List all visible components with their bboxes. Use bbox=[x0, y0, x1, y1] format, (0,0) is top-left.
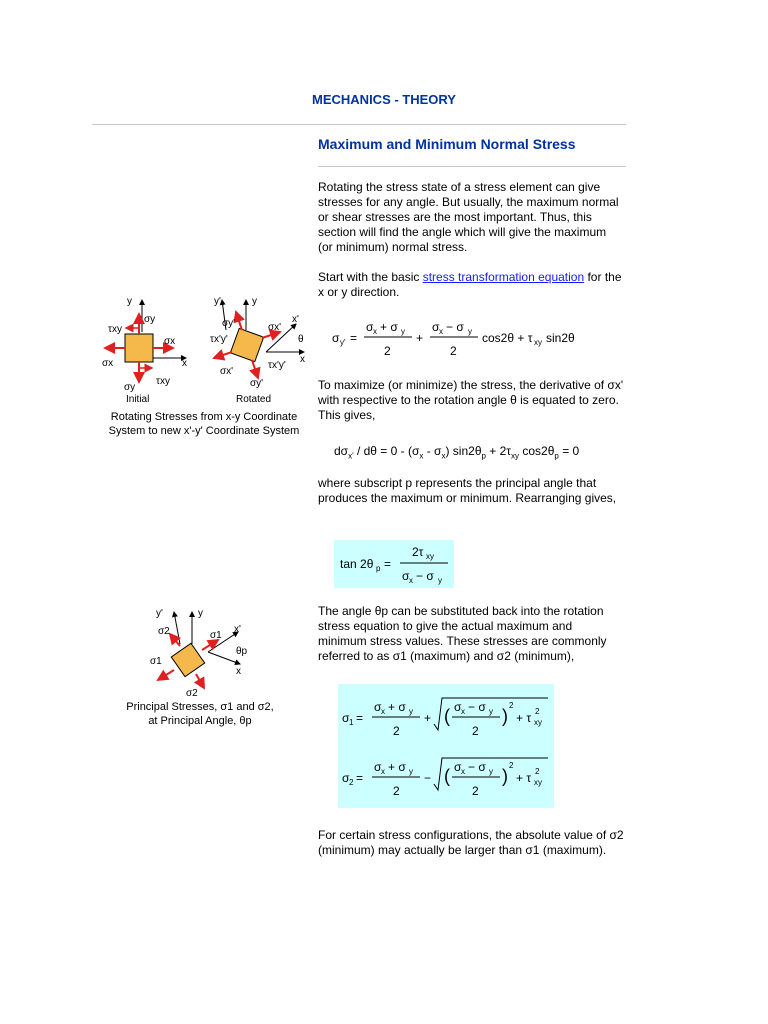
svg-text:x: x bbox=[461, 707, 465, 716]
svg-text:y: y bbox=[489, 767, 493, 776]
svg-text:(: ( bbox=[444, 766, 450, 786]
svg-text:σy: σy bbox=[124, 382, 136, 393]
svg-text:2: 2 bbox=[393, 724, 400, 738]
svg-text:): ) bbox=[502, 766, 508, 786]
svg-text:+ τ: + τ bbox=[516, 771, 532, 785]
tan-equation bbox=[334, 540, 454, 588]
svg-text:+ σ: + σ bbox=[380, 320, 398, 334]
svg-text:2: 2 bbox=[509, 761, 514, 770]
rotated-element bbox=[210, 296, 305, 389]
svg-text:y': y' bbox=[156, 608, 163, 619]
svg-text:− σ: − σ bbox=[446, 320, 464, 334]
svg-text:σx': σx' bbox=[220, 366, 234, 377]
svg-text:y: y bbox=[401, 327, 405, 336]
svg-text:τx'y': τx'y' bbox=[268, 360, 286, 371]
svg-text:x': x' bbox=[234, 624, 241, 635]
svg-text:σ: σ bbox=[432, 320, 440, 334]
svg-text:(: ( bbox=[444, 706, 450, 726]
title-divider bbox=[318, 166, 626, 167]
header-divider bbox=[92, 124, 626, 125]
tan-equation-box bbox=[334, 540, 454, 588]
svg-text:σ1: σ1 bbox=[150, 656, 162, 667]
principal-stress-figure bbox=[146, 604, 262, 696]
svg-text:− σ: − σ bbox=[468, 760, 486, 774]
svg-text:σx: σx bbox=[164, 336, 176, 347]
svg-text:y: y bbox=[438, 576, 442, 585]
svg-text:y: y bbox=[252, 296, 257, 307]
svg-text:x: x bbox=[381, 707, 385, 716]
svg-text:=: = bbox=[356, 771, 364, 785]
svg-text:σ: σ bbox=[454, 700, 462, 714]
svg-text:xy: xy bbox=[534, 778, 542, 787]
svg-text:=: = bbox=[356, 711, 364, 725]
svg-text:2: 2 bbox=[472, 784, 479, 798]
svg-text:θ: θ bbox=[298, 334, 304, 345]
svg-text:σ2: σ2 bbox=[186, 688, 198, 696]
svg-text:2: 2 bbox=[349, 778, 354, 787]
svg-text:x: x bbox=[182, 358, 187, 369]
svg-text:σ: σ bbox=[374, 760, 382, 774]
svg-text:σ: σ bbox=[342, 771, 350, 785]
svg-text:2: 2 bbox=[450, 344, 457, 358]
svg-text:2: 2 bbox=[384, 344, 391, 358]
svg-text:xy: xy bbox=[534, 338, 542, 347]
svg-text:+: + bbox=[424, 711, 432, 725]
svg-text:σ: σ bbox=[332, 331, 340, 345]
svg-text:2: 2 bbox=[472, 724, 479, 738]
svg-text:y: y bbox=[468, 327, 472, 336]
svg-text:τx'y': τx'y' bbox=[210, 334, 228, 345]
svg-text:2: 2 bbox=[509, 701, 514, 710]
svg-text:σ: σ bbox=[366, 320, 374, 334]
svg-text:x': x' bbox=[292, 314, 299, 325]
figure2-caption bbox=[112, 700, 288, 728]
intro-paragraph: Rotating the stress state of a stress element can give stresses for any angle. But usually, the maximum normal or shear stresses are the most important. Thus, this section will find the angle which will give the maximum (or minimum) normal stress. bbox=[318, 180, 619, 254]
svg-text:p: p bbox=[376, 564, 381, 573]
figure1-caption-line2: System to new x'-y' Coordinate System bbox=[108, 425, 300, 437]
svg-text:1: 1 bbox=[349, 718, 354, 727]
start-text: Start with the basic bbox=[318, 270, 423, 284]
svg-text:σ2: σ2 bbox=[158, 626, 170, 637]
figure1-caption bbox=[96, 410, 312, 438]
closing-paragraph: For certain stress configurations, the absolute value of σ2 (minimum) may actually be larger than σ1 (maximum). bbox=[318, 828, 624, 857]
svg-text:x: x bbox=[439, 327, 443, 336]
svg-text:+: + bbox=[416, 331, 424, 345]
derivative-equation: $d\sigma_{x'} / d\theta = 0 - (\sigma_x - \sigma_x) \sin 2\theta_p + 2\tau_{xy}$ $\cos 2\theta_p = 0$ bbox=[334, 444, 580, 461]
svg-text:x: x bbox=[461, 767, 465, 776]
svg-text:y: y bbox=[409, 707, 413, 716]
svg-text:xy: xy bbox=[426, 552, 434, 561]
start-paragraph bbox=[318, 270, 624, 300]
svg-text:y: y bbox=[409, 767, 413, 776]
svg-text:σ: σ bbox=[402, 569, 410, 583]
svg-text:=: = bbox=[384, 557, 392, 571]
principal-paragraph: where subscript p represents the principal angle that produces the maximum or minimum. Rearranging gives, bbox=[318, 476, 617, 505]
svg-text:σx: σx bbox=[102, 358, 114, 369]
figure2-caption-line1: Principal Stresses, σ1 and σ2, bbox=[126, 701, 274, 713]
svg-text:y: y bbox=[198, 608, 203, 619]
stress-transformation-link[interactable]: stress transformation equation bbox=[422, 270, 585, 284]
svg-text:=: = bbox=[350, 331, 358, 345]
svg-text:τxy: τxy bbox=[156, 376, 170, 387]
svg-text:y: y bbox=[489, 707, 493, 716]
stress-rotation-figure bbox=[96, 292, 312, 404]
svg-text:y': y' bbox=[214, 296, 221, 307]
principal-stress-equation bbox=[338, 684, 554, 808]
figure1-caption-line1: Rotating Stresses from x-y Coordinate bbox=[110, 411, 298, 423]
svg-text:σ: σ bbox=[374, 700, 382, 714]
stress-transformation-equation bbox=[330, 314, 610, 362]
svg-text:): ) bbox=[502, 706, 508, 726]
svg-text:σ: σ bbox=[454, 760, 462, 774]
svg-text:x: x bbox=[381, 767, 385, 776]
svg-text:x: x bbox=[409, 576, 413, 585]
svg-text:x: x bbox=[236, 666, 241, 677]
initial-label: Initial bbox=[126, 394, 150, 404]
maximize-paragraph: To maximize (or minimize) the stress, the derivative of σx' with respective to the rotation angle θ is equated to zero. This gives, bbox=[318, 378, 624, 422]
svg-text:2: 2 bbox=[535, 767, 540, 776]
svg-text:− σ: − σ bbox=[416, 569, 434, 583]
svg-text:θp: θp bbox=[236, 646, 248, 657]
initial-element bbox=[102, 296, 187, 393]
svg-text:σ: σ bbox=[342, 711, 350, 725]
svg-text:y: y bbox=[127, 296, 132, 307]
svg-text:σy': σy' bbox=[250, 378, 264, 389]
svg-text:+ σ: + σ bbox=[388, 760, 406, 774]
svg-text:x: x bbox=[300, 354, 305, 365]
figure2-caption-line2: at Principal Angle, θp bbox=[148, 715, 252, 727]
svg-text:xy: xy bbox=[534, 718, 542, 727]
svg-text:σ1: σ1 bbox=[210, 630, 222, 641]
svg-text:τxy: τxy bbox=[108, 324, 122, 335]
svg-text:2τ: 2τ bbox=[412, 545, 424, 559]
page-title: Maximum and Minimum Normal Stress bbox=[318, 136, 576, 152]
page-header: MECHANICS - THEORY bbox=[312, 92, 456, 107]
principal-stress-equation-box bbox=[338, 684, 554, 808]
svg-text:cos2θ + τ: cos2θ + τ bbox=[482, 331, 533, 345]
svg-text:+ σ: + σ bbox=[388, 700, 406, 714]
svg-text:tan 2θ: tan 2θ bbox=[340, 557, 374, 571]
svg-text:2: 2 bbox=[393, 784, 400, 798]
svg-text:x: x bbox=[373, 327, 377, 336]
rotated-label: Rotated bbox=[236, 394, 272, 404]
substitution-paragraph: The angle θp can be substituted back into the rotation stress equation to give the actual maximum and minimum stress values. These stresses are commonly referred to as σ1 (maximum) and σ2 (minimum), bbox=[318, 604, 607, 663]
svg-text:2: 2 bbox=[535, 707, 540, 716]
svg-text:σy': σy' bbox=[222, 318, 236, 329]
start-text-end: for the x or y direction. bbox=[318, 270, 622, 299]
svg-text:σx': σx' bbox=[268, 322, 282, 333]
svg-text:σy: σy bbox=[144, 314, 156, 325]
svg-text:y': y' bbox=[340, 338, 346, 347]
svg-text:+ τ: + τ bbox=[516, 711, 532, 725]
svg-text:−: − bbox=[424, 771, 432, 785]
svg-text:sin2θ: sin2θ bbox=[546, 331, 575, 345]
svg-text:− σ: − σ bbox=[468, 700, 486, 714]
